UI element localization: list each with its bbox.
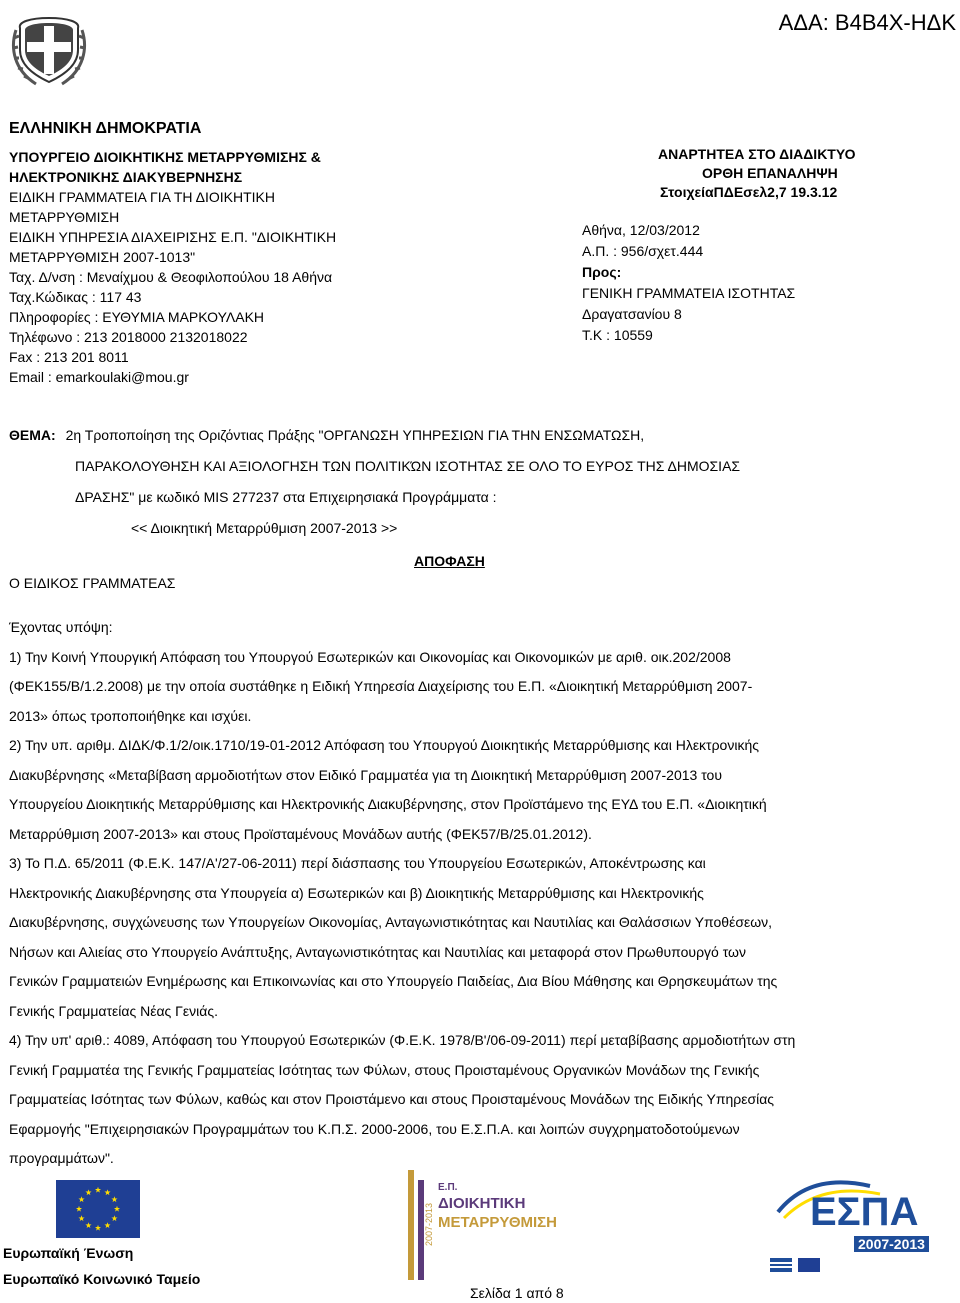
subject-label: ΘΕΜΑ: (9, 427, 56, 443)
eu-flag-icon (56, 1180, 140, 1238)
subject-line-4: << Διοικητική Μεταρρύθμιση 2007-2013 >> (131, 520, 398, 536)
op-logo-line-2: ΜΕΤΑΡΡΥΘΜΙΣΗ (438, 1214, 557, 1231)
subject-block (9, 420, 740, 544)
body-line: Γενικών Γραμματειών Ενημέρωσης και Επικοινωνίας και στο Υπουργείο Παιδείας, Δια Βίου Μάθησης και Θρησκευμάτων της (9, 973, 778, 989)
recipient-name: ΓΕΝΙΚΗ ΓΡΑΜΜΑΤΕΙΑ ΙΣΟΤΗΤΑΣ (582, 285, 796, 301)
signatory-title: Ο ΕΙΔΙΚΟΣ ΓΡΑΜΜΑΤΕΑΣ (9, 575, 176, 591)
op-logo-mark-icon (400, 1170, 440, 1280)
body-line: Ηλεκτρονικής Διακυβέρνησης στα Υπουργεία α) Εσωτερικών και β) Διοικητικής Μεταρρύθμισης και Ηλεκτρονικής (9, 884, 704, 901)
espa-logo-years: 2007-2013 (854, 1236, 929, 1252)
body-line: (ΦΕΚ155/Β/1.2.2008) με την οποία συστάθηκε η Ειδική Υπηρεσία Διαχείρισης του Ε.Π. «Διοικητική Μεταρρύθμιση 2007- (9, 678, 753, 694)
ada-code: ΑΔΑ: Β4Β4Χ-ΗΔΚ (778, 10, 956, 35)
stamp-line-2: ΟΡΘΗ ΕΠΑΝΑΛΗΨΗ (702, 165, 838, 181)
body-line: 2) Την υπ. αριθμ. ΔΙΔΚ/Φ.1/2/οικ.1710/19-01-2012 Απόφαση του Υπουργού Διοικητικής Μεταρρύθμισης και Ηλεκτρονικής (9, 737, 759, 753)
body-line: Γραμματείας Ισότητας των Φύλων, καθώς και στον Προιστάμενο και στους Προισταμένους Μονάδων της Ειδικής Υπηρεσίας (9, 1091, 775, 1107)
ministry-line-1: ΥΠΟΥΡΓΕΙΟ ΔΙΟΙΚΗΤΙΚΗΣ ΜΕΤΑΡΡΥΘΜΙΣΗΣ & (9, 149, 321, 165)
body-line: Μεταρρύθμιση 2007-2013» και στους Προϊσταμένους Μονάδων αυτής (ΦΕΚ57/Β/25.01.2012). (9, 825, 592, 842)
body-line: Διακυβέρνησης «Μεταβίβαση αρμοδιοτήτων στον Ειδικό Γραμματέα για τη Διοικητική Μεταρρύθμιση 2007-2013 του (9, 766, 722, 783)
posting-stamp (658, 145, 856, 202)
op-logo (400, 1170, 560, 1280)
body-line: Νήσων και Αλιείας στο Υπουργείο Ανάπτυξης, Ανταγωνιστικότητας και Ναυτιλίας και μεταφορά στον Πρωθυπουργό των (9, 943, 746, 960)
sender-postal-code: Ταχ.Κώδικας : 117 43 (9, 289, 142, 305)
sender-address: Ταχ. Δ/νση : Μεναίχμου & Θεοφιλοπούλου 18 Αθήνα (9, 269, 333, 285)
stamp-line-1: ΑΝΑΡΤΗΤΕΑ ΣΤΟ ΔΙΑΔΙΚΤΥΟ (658, 146, 856, 162)
body-line: Γενική Γραμματέα της Γενικής Γραμματείας Ισότητας των Φύλων, στους Προισταμένους Οργανικών Μονάδων της Γενικής (9, 1061, 760, 1078)
espa-logo-text: ΕΣΠΑ (810, 1190, 919, 1234)
espa-logo (770, 1172, 950, 1277)
decision-heading: ΑΠΟΦΑΣΗ (414, 553, 485, 569)
greek-coat-of-arms-icon (10, 8, 88, 88)
body-line: Εφαρμογής "Επιχειρησιακών Προγραμμάτων του Κ.Π.Σ. 2000-2006, του Ε.Σ.Π.Α. και λοιπών συγχρηματοδοτούμενων (9, 1120, 740, 1137)
secretariat-line-1: ΕΙΔΙΚΗ ΓΡΑΜΜΑΤΕΙΑ ΓΙΑ ΤΗ ΔΙΟΙΚΗΤΙΚΗ (9, 189, 275, 205)
op-logo-ep: Ε.Π. (438, 1182, 458, 1193)
subject-line-2: ΠΑΡΑΚΟΛΟΥΘΗΣΗ ΚΑΙ ΑΞΙΟΛΟΓΗΣΗ ΤΩΝ ΠΟΛΙΤΙΚΏΝ ΙΣΟΤΗΤΑΣ ΣΕ ΟΛΟ ΤΟ ΕΥΡΟΣ ΤΗΣ ΔΗΜΟΣΙΑΣ (75, 458, 741, 474)
eu-fund-label: Ευρωπαϊκό Κοινωνικό Ταμείο (3, 1271, 201, 1287)
sender-phone: Τηλέφωνο : 213 2018000 2132018022 (9, 329, 248, 345)
country-heading: ΕΛΛΗΝΙΚΗ ΔΗΜΟΚΡΑΤΙΑ (9, 120, 202, 137)
body-line: Γενικής Γραμματείας Νέας Γενιάς. (9, 1002, 218, 1019)
recipient-street: Δραγατσανίου 8 (582, 306, 682, 322)
body-line: Έχοντας υπόψη: (9, 619, 113, 635)
body-line: Υπουργείου Διοικητικής Μεταρρύθμισης και Ηλεκτρονικής Διακυβέρνησης, στον Προϊστάμενο της ΕΥΔ του Ε.Π. «Διοικητική (9, 796, 767, 812)
body-line: 2013» όπως τροποποιήθηκε και ισχύει. (9, 707, 252, 724)
subject-line-1: 2η Τροποποίηση της Οριζόντιας Πράξης "ΟΡΓΑΝΩΣΗ ΥΠΗΡΕΣΙΩΝ ΓΙΑ ΤΗΝ ΕΝΣΩΜΑΤΩΣΗ, (65, 427, 645, 443)
body-line: 1) Την Κοινή Υπουργική Απόφαση του Υπουργού Εσωτερικών και Οικονομίας και Οικονομικών με αριθ. οικ.202/2008 (9, 648, 731, 665)
body-line: Διακυβέρνησης, συγχώνευσης των Υπουργείων Οικονομίας, Ανταγωνιστικότητας και Ναυτιλίας και Θαλάσσιων Υποθέσεων, (9, 914, 773, 930)
op-logo-line-1: ΔΙΟΙΚΗΤΙΚΗ (438, 1195, 526, 1212)
stamp-line-3: ΣτοιχείαΠΔΕσελ2,7 19.3.12 (660, 184, 838, 200)
recipient-block (582, 220, 795, 346)
body-text (9, 613, 949, 1174)
secretariat-line-2: ΜΕΤΑΡΡΥΘΜΙΣΗ (9, 209, 120, 225)
sender-fax: Fax : 213 201 8011 (9, 349, 129, 365)
subject-line-3: ΔΡΑΣΗΣ" με κωδικό MIS 277237 στα Επιχειρησιακά Προγράμματα : (75, 489, 497, 505)
sender-info: Πληροφορίες : ΕΥΘΥΜΙΑ ΜΑΡΚΟΥΛΑΚΗ (9, 309, 265, 325)
eu-union-label: Ευρωπαϊκή Ένωση (3, 1245, 134, 1261)
protocol-number: Α.Π. : 956/σχετ.444 (582, 243, 704, 259)
sender-block (9, 119, 336, 387)
body-line: 4) Την υπ' αριθ.: 4089, Απόφαση του Υπουργού Εσωτερικών (Φ.Ε.Κ. 1978/Β'/06-09-2011) περί μεταβίβασης αρμοδιοτήτων στη (9, 1032, 796, 1048)
eu-footer (3, 1240, 200, 1292)
sender-email: Email : emarkoulaki@mou.gr (9, 369, 189, 385)
op-logo-years: 2007-2013 (424, 1202, 434, 1246)
recipient-postal-code: Τ.Κ : 10559 (582, 327, 653, 343)
body-line: προγραμμάτων". (9, 1150, 114, 1166)
document-date: Αθήνα, 12/03/2012 (582, 222, 700, 238)
service-line-2: ΜΕΤΑΡΡΥΘΜΙΣΗ 2007-1013" (9, 249, 196, 265)
to-label: Προς: (582, 264, 622, 280)
page-number: Σελίδα 1 από 8 (470, 1285, 564, 1301)
service-line-1: ΕΙΔΙΚΗ ΥΠΗΡΕΣΙΑ ΔΙΑΧΕΙΡΙΣΗΣ Ε.Π. "ΔΙΟΙΚΗΤΙΚΗ (9, 229, 337, 245)
ministry-line-2: ΗΛΕΚΤΡΟΝΙΚΗΣ ΔΙΑΚΥΒΕΡΝΗΣΗΣ (9, 169, 243, 185)
body-line: 3) Το Π.Δ. 65/2011 (Φ.Ε.Κ. 147/Α'/27-06-2011) περί διάσπασης του Υπουργείου Εσωτερικών, Αποκέντρωσης και (9, 855, 706, 871)
